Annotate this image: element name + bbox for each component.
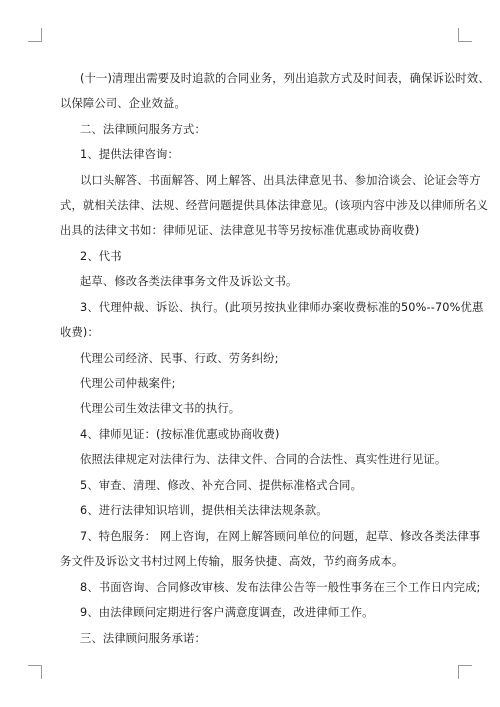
paragraph-line: 收费)： — [60, 326, 99, 339]
paragraph-line: 务文件及诉讼文书村过网上传输，服务快捷、高效，节约商务成本。 — [60, 555, 404, 568]
paragraph-line: 代理公司仲裁案件; — [80, 377, 176, 390]
item-heading: 6、进行法律知识培训，提供相关法律法规条款。 — [80, 504, 328, 517]
paragraph-line: 以保障公司、企业效益。 — [60, 97, 186, 110]
item-heading: 2、代书 — [80, 250, 122, 263]
crop-mark-bottom-left — [41, 665, 42, 679]
item-heading: 1、提供法律咨询： — [80, 148, 179, 161]
item-heading: 9、由法律顾问定期进行客户满意度调查，改进律师工作。 — [80, 606, 374, 619]
paragraph-line: 式，就相关法律、法规、经营问题提供具体法律意见。(该项内容中涉及以律师所名义 — [60, 199, 489, 212]
paragraph-line: 依照法律规定对法律行为、法律文件、合同的合法性、真实性进行见证。 — [80, 453, 447, 466]
item-heading: 7、特色服务： 网上咨询，在网上解答顾问单位的问题，起草、修改各类法律事 — [80, 530, 481, 543]
section-heading: 二、法律顾问服务方式： — [80, 123, 206, 136]
crop-mark-bottom-right — [458, 665, 472, 666]
paragraph-line: (十一)清理出需要及时追款的合同业务，列出追款方式及时间表，确保诉讼时效、 — [80, 72, 490, 85]
crop-mark-bottom-left — [28, 665, 42, 666]
item-heading: 4、律师见证：(按标准优惠或协商收费) — [80, 428, 280, 441]
paragraph-line: 代理公司生效法律文书的执行。 — [80, 402, 241, 415]
paragraph-line: 出具的法律文书如：律师见证、法律意见书等另按标准优惠或协商收费) — [60, 224, 420, 237]
crop-mark-bottom-right — [458, 665, 459, 679]
item-heading: 3、代理仲裁、诉讼、执行。(此项另按执业律师办案收费标准的50%--70%优惠 — [80, 301, 484, 314]
crop-mark-top-right — [458, 28, 459, 42]
crop-mark-top-right — [458, 41, 472, 42]
crop-mark-top-left — [41, 28, 42, 42]
crop-mark-top-left — [28, 41, 42, 42]
item-heading: 8、书面咨询、合同修改审核、发布法律公告等一般性事务在三个工作日内完成; — [80, 581, 481, 594]
item-heading: 5、审查、清理、修改、补充合同、提供标准格式合同。 — [80, 479, 363, 492]
paragraph-line: 起草、修改各类法律事务文件及诉讼文书。 — [80, 275, 298, 288]
paragraph-line: 以口头解答、书面解答、网上解答、出具法律意见书、参加洽谈会、论证会等方 — [80, 174, 481, 187]
section-heading: 三、法律顾问服务承诺： — [80, 632, 206, 645]
paragraph-line: 代理公司经济、民事、行政、劳务纠纷; — [80, 352, 279, 365]
